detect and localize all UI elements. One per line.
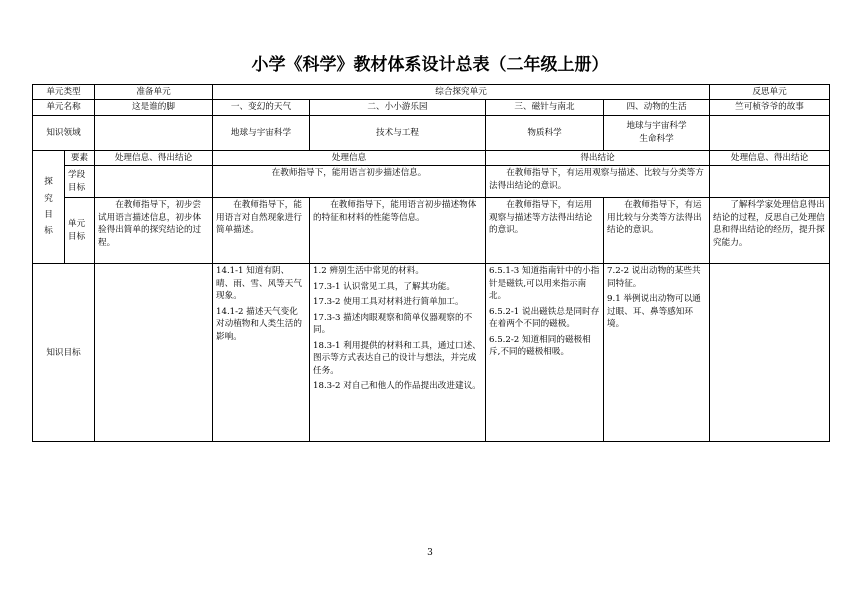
page-title: 小学《科学》教材体系设计总表（二年级上册） [251, 55, 609, 75]
table-row-unit-type [33, 85, 830, 100]
element-cell: 处理信息、得出结论 [95, 150, 213, 165]
header-knowledge-area: 知识领域 [33, 115, 95, 150]
unit-name-cell: 竺可桢爷爷的故事 [710, 100, 830, 115]
knowledge-area-cell: 物质科学 [486, 115, 604, 150]
header-unit-type: 单元类型 [33, 85, 95, 100]
unit-type-explore: 综合探究单元 [213, 85, 710, 100]
table-row-unit-name [33, 100, 830, 115]
element-cell: 处理信息、得出结论 [710, 150, 830, 165]
curriculum-table [32, 84, 830, 442]
unit-type-prep: 准备单元 [95, 85, 213, 100]
header-unit-goals: 单元 目标 [65, 198, 95, 264]
header-unit-name: 单元名称 [33, 100, 95, 115]
empty-cell [95, 264, 213, 442]
list-item: 14.1-2 描述天气变化对动植物和人类生活的影响。 [216, 306, 302, 342]
knowledge-goals-animals [604, 264, 710, 442]
unit-name-cell: 四、动物的生活 [604, 100, 710, 115]
unit-goal-cell: 在教师指导下，能用语言对自然现象进行简单描述。 [213, 198, 310, 264]
element-cell: 得出结论 [486, 150, 710, 165]
unit-goal-cell: 在教师指导下，初步尝试用语言描述信息，初步体验得出简单的探究结论的过程。 [95, 198, 213, 264]
unit-name-cell: 这是谁的脚 [95, 100, 213, 115]
list-item: 14.1-1 知道有阴、晴、雨、雪、风等天气现象。 [216, 266, 302, 302]
knowledge-goals-playground [310, 264, 486, 442]
knowledge-area-cell [95, 115, 213, 150]
unit-name-cell: 一、变幻的天气 [213, 100, 310, 115]
element-cell: 处理信息 [213, 150, 486, 165]
list-item: 6.5.1-3 知道指南针中的小指针是磁铁,可以用来指示南北。 [489, 266, 600, 302]
list-item: 17.3-2 使用工具对材料进行简单加工。 [313, 297, 464, 308]
table-row-knowledge-goals [33, 264, 830, 442]
knowledge-area-cell: 技术与工程 [310, 115, 486, 150]
knowledge-goals-weather [213, 264, 310, 442]
unit-name-cell: 二、小小游乐园 [310, 100, 486, 115]
list-item: 18.3-2 对自己和他人的作品提出改进建议。 [313, 380, 481, 391]
table-row-elements [33, 150, 830, 165]
table-row-stage-goals [33, 166, 830, 198]
empty-cell [710, 166, 830, 198]
header-knowledge-goals: 知识目标 [33, 264, 95, 442]
unit-goal-cell: 在教师指导下，有运用比较与分类等方法得出结论的意识。 [604, 198, 710, 264]
header-stage-goals: 学段 目标 [65, 166, 95, 198]
list-item: 6.5.2-1 说出磁铁总是同时存在着两个不同的磁极。 [489, 306, 600, 330]
page-number: 3 [427, 548, 433, 558]
unit-goal-cell: 在教师指导下，有运用观察与描述等方法得出结论的意识。 [486, 198, 604, 264]
list-item: 7.2-2 说出动物的某些共同特征。 [607, 266, 701, 289]
empty-cell [710, 264, 830, 442]
list-item: 17.3-3 描述肉眼观察和简单仪器观察的不同。 [313, 312, 473, 336]
stage-goal-cell: 在教师指导下，有运用观察与描述、比较与分类等方法得出结论的意识。 [486, 166, 710, 198]
stage-goal-cell: 在教师指导下，能用语言初步描述信息。 [213, 166, 486, 198]
knowledge-area-cell [710, 115, 830, 150]
knowledge-area-cell: 地球与宇宙科学 生命科学 [604, 115, 710, 150]
list-item: 17.3-1 认识常见工具，了解其功能。 [313, 281, 455, 292]
header-elements: 要素 [65, 150, 95, 165]
knowledge-area-cell: 地球与宇宙科学 [213, 115, 310, 150]
inquiry-section-label: 探 究 目 标 [33, 150, 65, 263]
list-item: 18.3-1 利用提供的材料和工具，通过口述、图示等方式表达自己的设计与想法，并完成任务。 [313, 340, 481, 376]
unit-type-reflect: 反思单元 [710, 85, 830, 100]
empty-cell [95, 166, 213, 198]
table-row-knowledge-area [33, 115, 830, 150]
knowledge-goals-magnet [486, 264, 604, 442]
unit-goal-cell: 了解科学家处理信息得出结论的过程，反思自己处理信息和得出结论的经历，提升探究能力。 [710, 198, 830, 264]
unit-name-cell: 三、磁针与南北 [486, 100, 604, 115]
table-row-unit-goals [33, 198, 830, 264]
unit-goal-cell: 在教师指导下，能用语言初步描述物体的特征和材料的性能等信息。 [310, 198, 486, 264]
list-item: 9.1 举例说出动物可以通过眼、耳、鼻等感知环境。 [607, 294, 701, 330]
list-item: 6.5.2-2 知道相同的磁极相斥,不同的磁极相吸。 [489, 334, 591, 358]
list-item: 1.2 辨别生活中常见的材料。 [313, 266, 424, 277]
